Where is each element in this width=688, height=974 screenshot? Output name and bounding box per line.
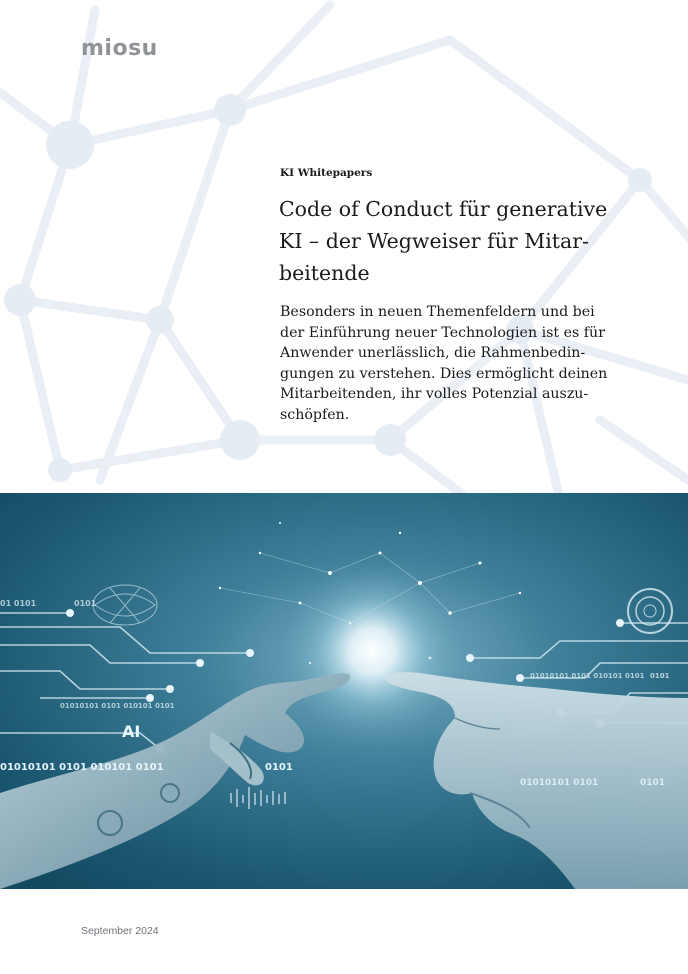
binary-snippet: 01010101 0101 010101 0101: [0, 762, 164, 773]
ai-label: AI: [122, 722, 141, 741]
lead-line: Anwender unerlässlich, die Rahmenbedin-: [280, 345, 586, 361]
binary-snippet: 0101: [265, 762, 293, 773]
lead-line: gungen zu verstehen. Dies ermöglicht deinen: [280, 365, 608, 382]
miosu-logo: miosu: [81, 36, 158, 61]
svg-text:01010101 0101 010101 0101: 01010101 0101 010101 0101: [530, 672, 645, 680]
svg-text:01010101 0101: 01010101 0101: [520, 778, 599, 788]
lead-line: Besonders in neuen Themenfeldern und bei: [280, 304, 595, 320]
lead-line: schöpfen.: [280, 406, 350, 423]
svg-text:0101: 0101: [650, 672, 670, 680]
document-title: [279, 193, 619, 289]
publication-date: September 2024: [81, 925, 159, 937]
title-line: Code of Conduct für generative: [279, 197, 608, 221]
svg-text:0101: 0101: [640, 778, 666, 788]
hero-image: [0, 493, 688, 889]
binary-snippet: 01 0101: [0, 599, 37, 608]
document-category: KI Whitepapers: [280, 167, 373, 179]
document-lead-paragraph: [280, 302, 620, 425]
svg-text:01010101 0101 010101 0101: 01010101 0101 010101 0101: [60, 702, 175, 710]
binary-snippet: 0101: [74, 599, 97, 608]
ai-hands-illustration: [0, 493, 688, 889]
title-line: beitende: [279, 261, 370, 285]
lead-line: der Einführung neuer Technologien ist es für: [280, 324, 605, 341]
lead-line: Mitarbeitenden, ihr volles Potenzial auszu-: [280, 386, 589, 402]
title-line: KI – der Wegweiser für Mitar-: [279, 229, 589, 253]
